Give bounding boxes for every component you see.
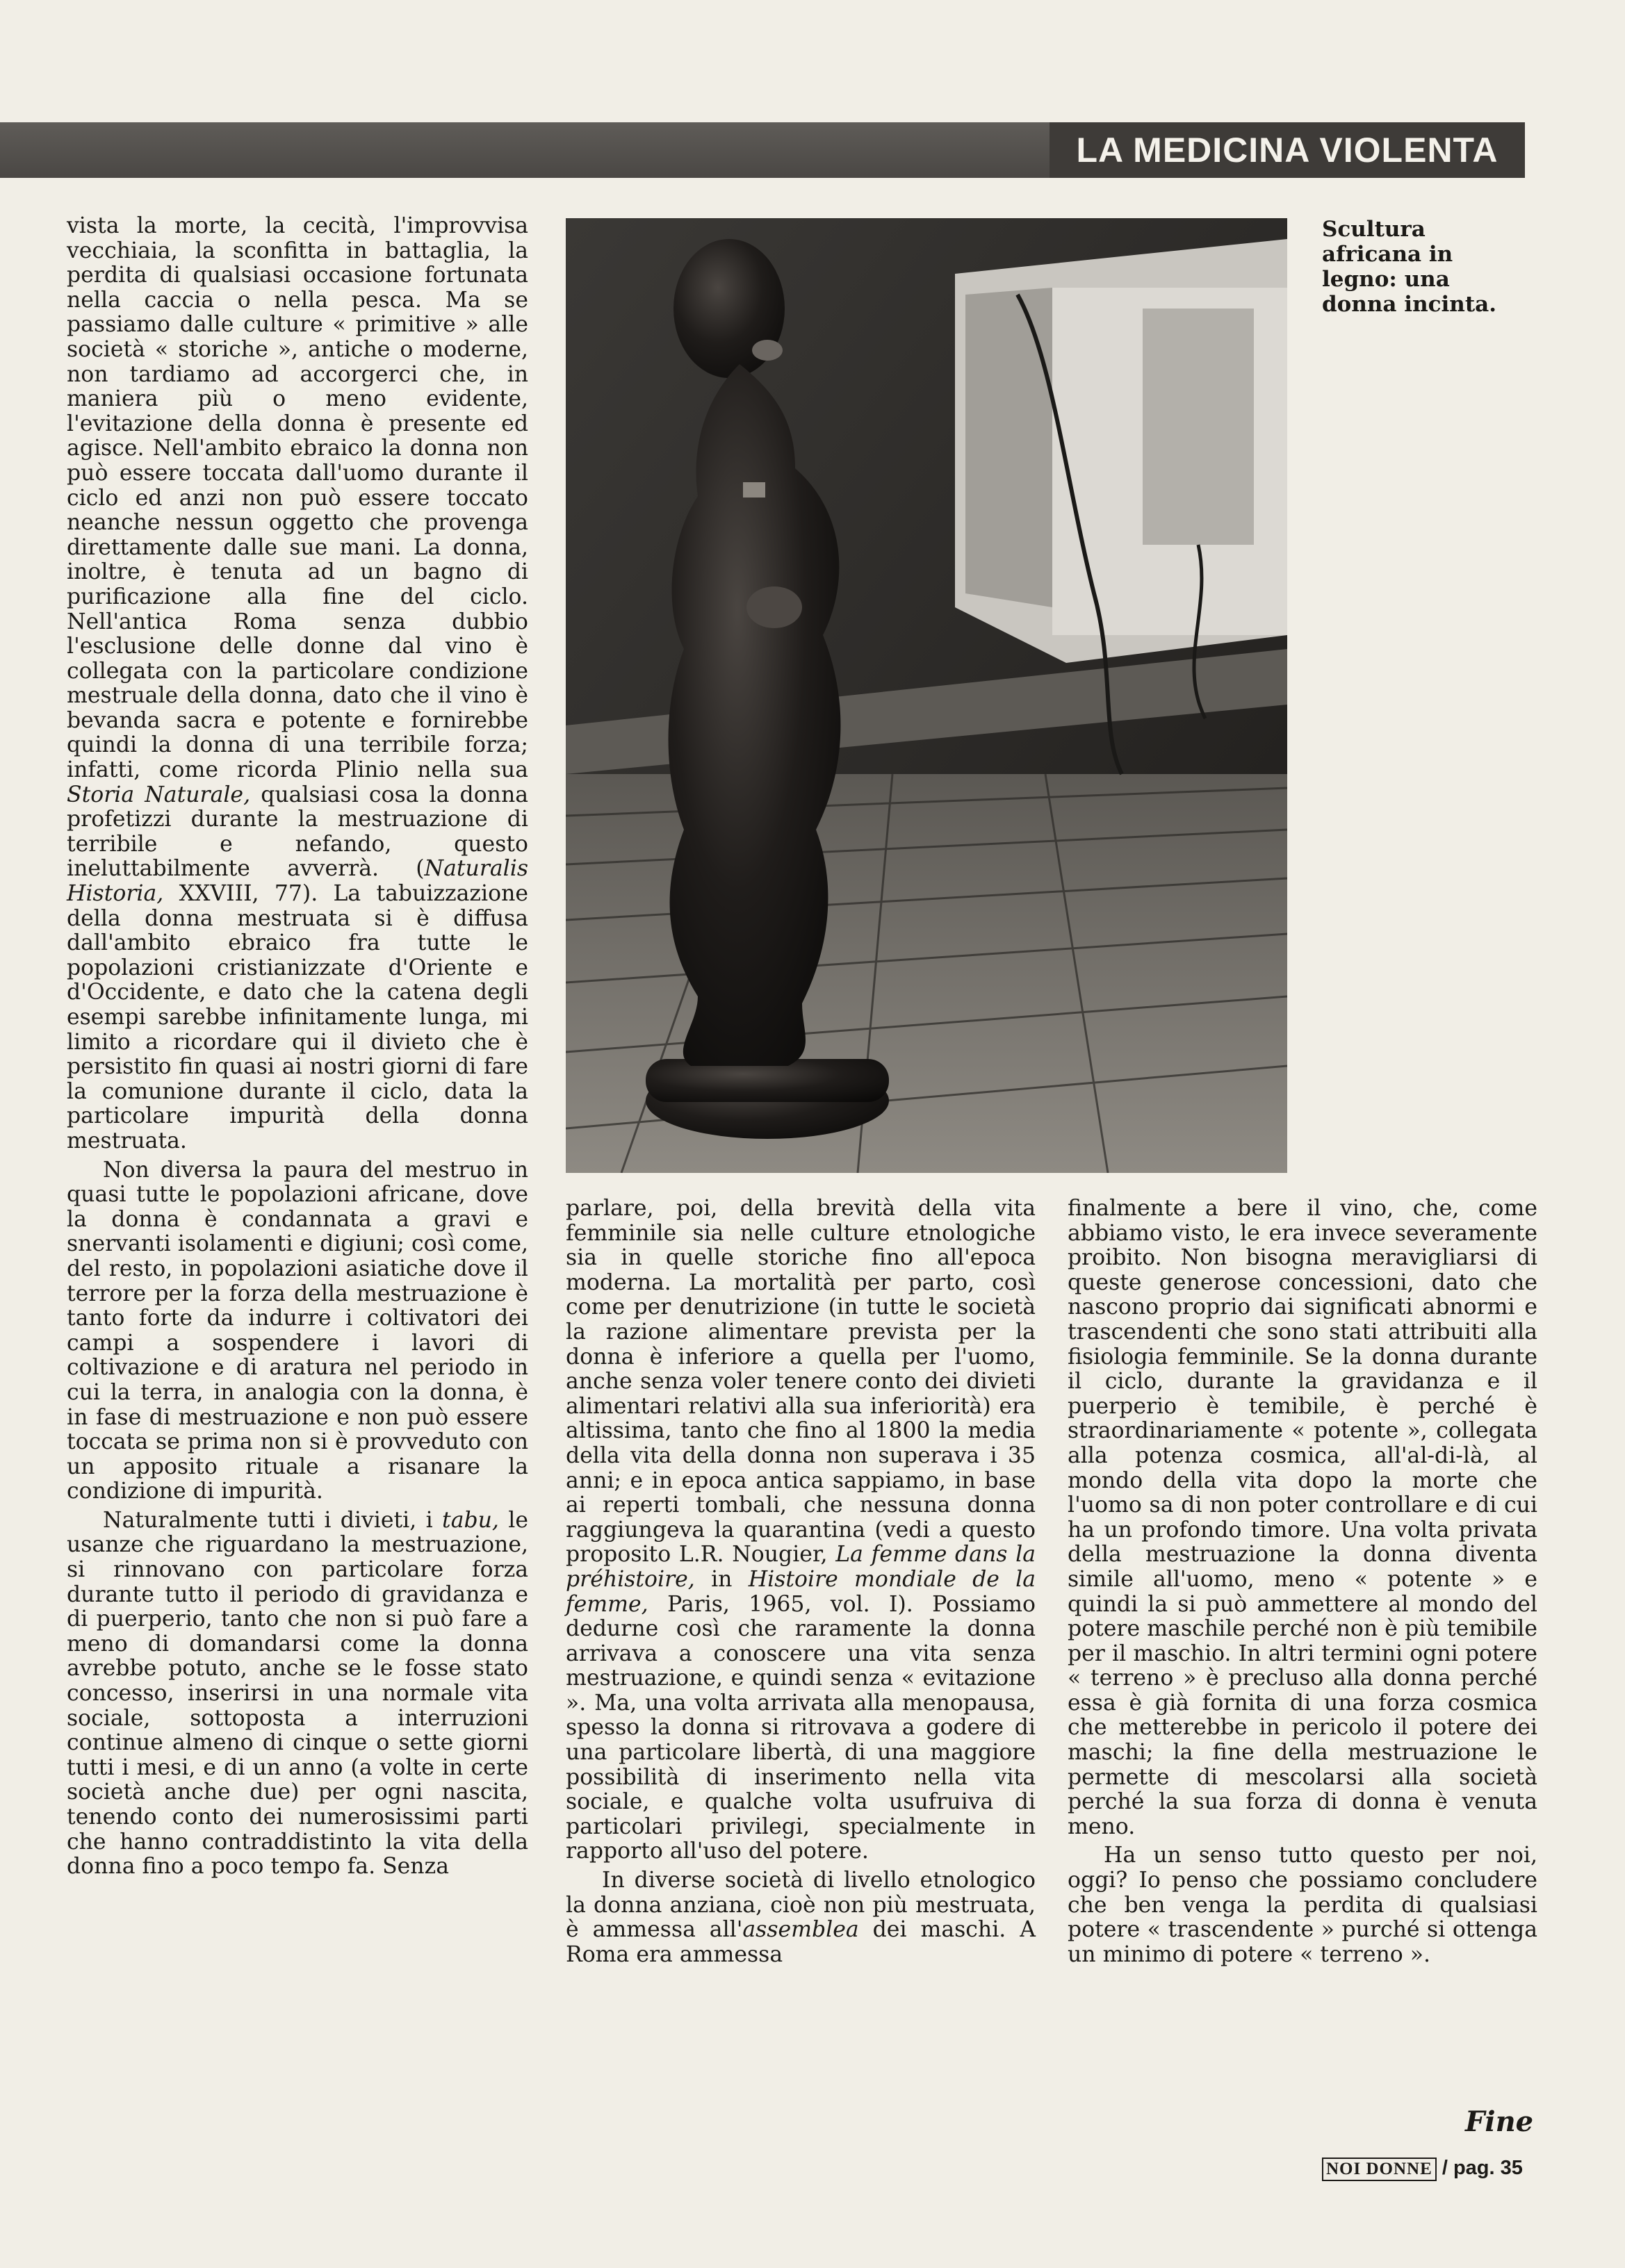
footer-separator: / <box>1442 2157 1448 2179</box>
paragraph: Ha un senso tutto questo per noi, oggi? Io penso che possiamo concludere che ben venga la perdita di qualsiasi potere « trascendente » purché si ottenga un minimo di potere « terreno ». <box>1068 1843 1537 1967</box>
paragraph: parlare, poi, della brevità della vita femminile sia nelle culture etnologiche sia in quelle storiche fino all'epoca moderna. La mortalità per parto, così come per denutrizione (in tutte le società la razione alimentare prevista per la donna è inferiore a quella per l'uomo, anche senza voler tenere conto dei divieti alimentari relativi alla sua inferiorità) era altissima, tanto che fino al 1800 la media della vita della donna non superava i 35 anni; e in epoca antica sappiamo, in base ai reperti tombali, che nessuna donna raggiungeva la quarantina (vedi a questo proposito L.R. Nougier, La femme dans la préhistoire, in Histoire mondiale de la femme, Paris, 1965, vol. I). Possiamo dedurne così che raramente la donna arrivava a conoscere una vita senza mestruazione, e quindi senza « evitazione ». Ma, una volta arrivata alla menopausa, spesso la donna si ritrovava a godere di una particolare libertà, di una maggiore possibilità di inserimento nella vita sociale, e qualche volta usufruiva di particolari privilegi, specialmente in rapporto all'uso del potere. <box>566 1196 1036 1864</box>
article-column-2 <box>566 1197 1036 1967</box>
article-end-mark: Fine <box>1465 2105 1534 2138</box>
paragraph: In diverse società di livello etnologico la donna anziana, cioè non più mestruata, è ammessa all'assemblea dei maschi. A Roma era ammessa <box>566 1868 1036 1967</box>
page-number: pag. 35 <box>1453 2157 1523 2179</box>
paragraph: Non diversa la paura del mestruo in quasi tutte le popolazioni africane, dove la donna è condannata a gravi e snervanti isolamenti e digiuni; così come, del resto, in popolazioni asiatiche dove il terrore per la forza della mestruazione è tanto forte da indurre i coltivatori dei campi a sospendere i lavori di coltivazione e di aratura nel periodo in cui la terra, in analogia con la donna, è in fase di mestruazione e non può essere toccata se prima non si è provveduto con un apposito rituale a risanare la condizione di impurità. <box>67 1157 528 1504</box>
paragraph: vista la morte, la cecità, l'improvvisa vecchiaia, la sconfitta in battaglia, la perdita di qualsiasi occasione fortunata nella caccia o nella pesca. Ma se passiamo dalle culture « primitive » alle società « storiche », antiche o moderne, non tardiamo ad accorgerci che, in maniera più o meno evidente, l'evitazione della donna è presente ed agisce. Nell'ambito ebraico la donna non può essere toccata dall'uomo durante il ciclo ed anzi non può essere toccato neanche nessun oggetto che provenga direttamente dalle sue mani. La donna, inoltre, è tenuta ad un bagno di purificazione alla fine del ciclo. Nell'antica Roma senza dubbio l'esclusione delle donne dal vino è collegata con la particolare condizione mestruale della donna, dato che il vino è bevanda sacra e potente e fornirebbe quindi la donna di una terribile forza; infatti, come ricorda Plinio nella sua Storia Naturale, qualsiasi cosa la donna profetizzi durante la mestruazione di terribile e nefando, questo ineluttabilmente avverrà. (Naturalis Historia, XXVIII, 77). La tabuizzazione della donna mestruata si è diffusa dall'ambito ebraico fra tutte le popolazioni cristianizzate d'Oriente e d'Occidente, e dato che la catena degli esempi sarebbe infinitamente lunga, mi limito a ricordare qui il divieto che è persistito fin quasi ai nostri giorni di fare la comunione durante il ciclo, data la particolare impurità della donna mestruata. <box>67 213 529 1153</box>
paragraph: finalmente a bere il vino, che, come abbiamo visto, le era invece severamente proibito. Non bisogna meravigliarsi di queste generose concessioni, dato che nascono proprio dai significati abnormi e trascendenti che sono stati attribuiti alla fisiologia femminile. Se la donna durante il ciclo, durante la gravidanza e il puerperio è temibile, è perché è straordinariamente « potente », collegata alla potenza cosmica, all'al-di-là, al mondo della vita dopo la morte che l'uomo sa di non poter controllare e di cui ha un profondo timore. Una volta privata della mestruazione la donna diventa simile all'uomo, meno « potente » e quindi la si può ammettere al mondo del potere maschile perché non è più temibile per il maschio. In altri termini ogni potere « terreno » è precluso alla donna perché essa è già fornita di una forza cosmica che metterebbe in pericolo il potere dei maschi; la fine della mestruazione le permette di mescolarsi alla società perché la sua forza di donna è venuta meno. <box>1068 1196 1537 1839</box>
page-footer <box>1322 2157 1544 2181</box>
photo-caption: Scultura africana in legno: una donna incinta. <box>1322 217 1497 317</box>
sculpture-photo <box>566 218 1287 1173</box>
article-column-3 <box>1068 1197 1537 1967</box>
magazine-logo: NOI DONNE <box>1322 2158 1437 2181</box>
paragraph: Naturalmente tutti i divieti, i tabu, le usanze che riguardano la mestruazione, si rinnovano con particolare forza durante tutto il periodo di gravidanza e di puerperio, tanto che non si può fare a meno di domandarsi come la donna avrebbe potuto, anche se le fosse stato concesso, inserirsi in una normale vita sociale, sottoposta a interruzioni continue almeno di cinque o sette giorni tutti i mesi, e di un anno (a volte in certe società anche due) per ogni nascita, tenendo conto dei numerosissimi parti che hanno contraddistinto la vita della donna fino a poco tempo fa. Senza <box>67 1507 529 1880</box>
section-title: LA MEDICINA VIOLENTA <box>1050 122 1525 178</box>
article-column-1 <box>67 214 528 1880</box>
